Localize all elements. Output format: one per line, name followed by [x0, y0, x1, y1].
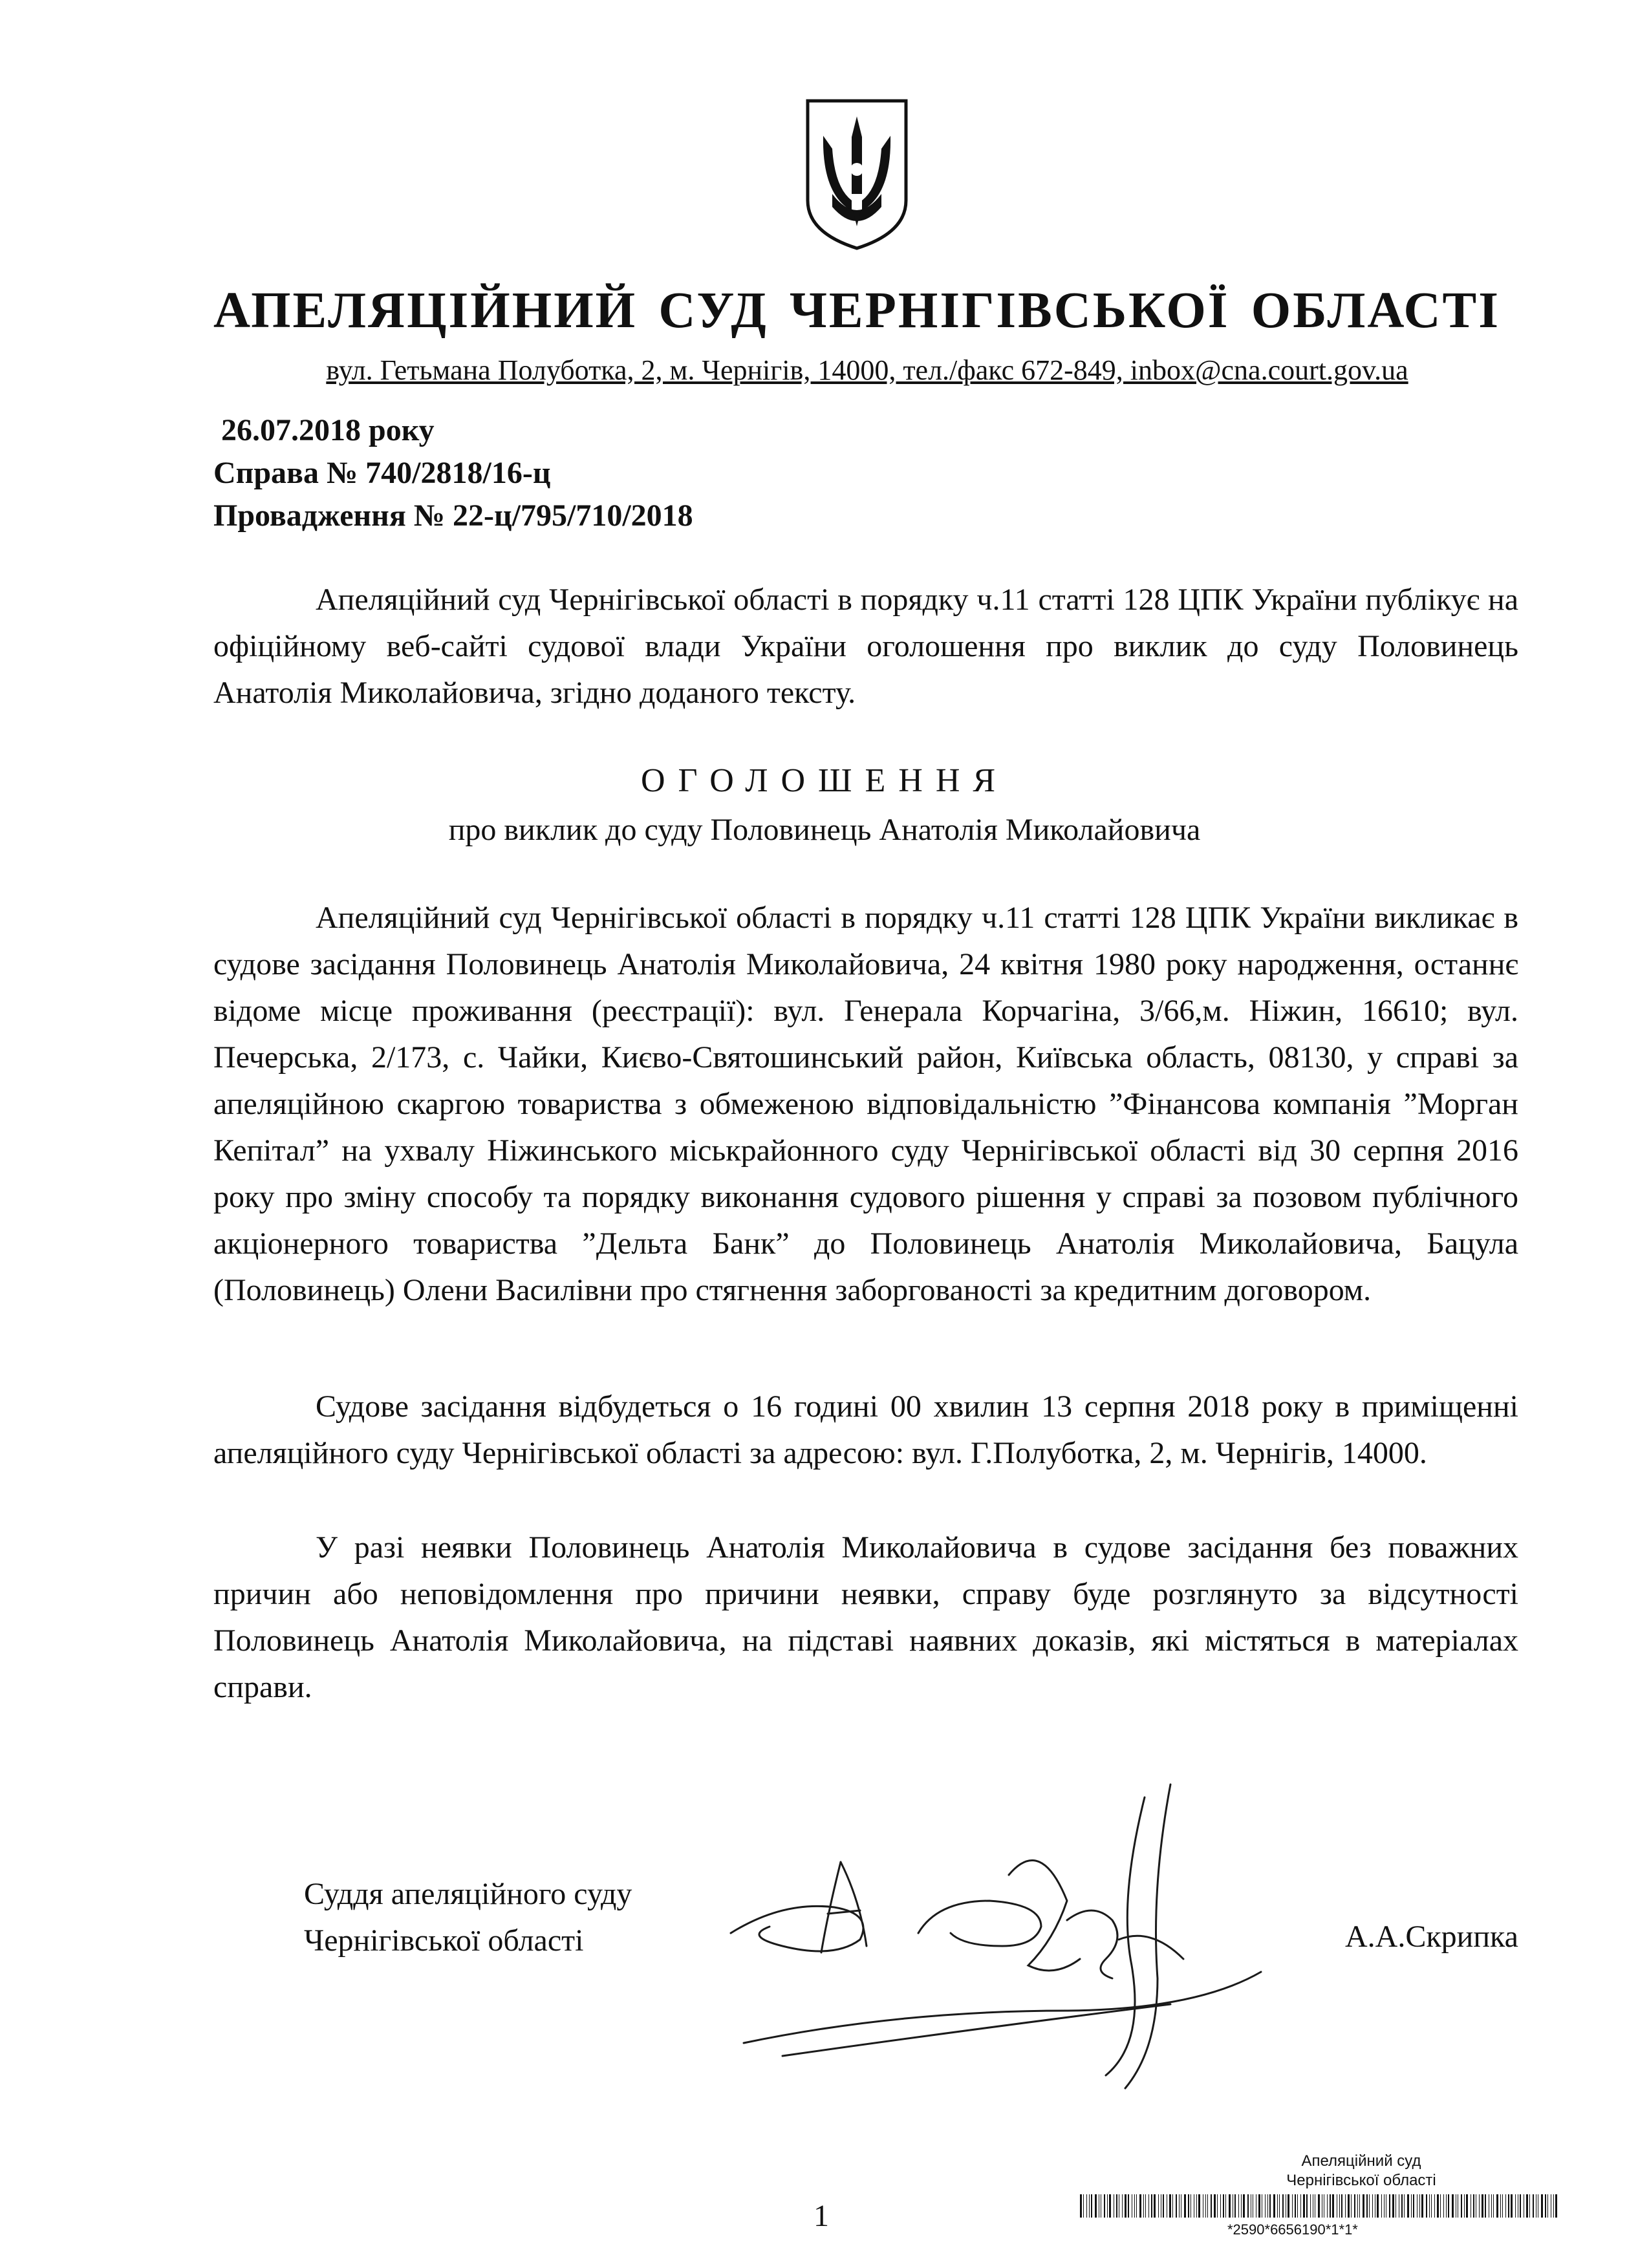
stamp-court-region: Чернігівської області	[1286, 2172, 1436, 2189]
signer-title-line2: Чернігівської області	[304, 1923, 584, 1958]
barcode-code: *2590*6656190*1*1*	[1227, 2221, 1358, 2238]
notice-heading: ОГОЛОШЕННЯ	[640, 762, 1009, 799]
document-date: 26.07.2018 року	[221, 413, 435, 447]
handwritten-signature	[705, 1771, 1287, 2095]
intro-paragraph: Апеляційний суд Чернігівської області в порядку ч.11 статті 128 ЦПК України публікує на офіційному веб-сайті судової влади України оголошення про виклик до суду Половинець Анатолія Миколайовича, згідно доданого тексту.	[213, 583, 1518, 710]
notice-paragraph-summons: Апеляційний суд Чернігівської області в порядку ч.11 статті 128 ЦПК України викликає в судове засідання Половинець Анатолія Миколайовича, 24 квітня 1980 року народження, останнє відоме місце проживання (реєстрації): вул. Генерала Корчагіна, 3/66,м. Ніжин, 16610; вул. Печерська, 2/173, с. Чайки, Києво-Святошинський район, Київська область, 08130, у справі за апеляційною скаргою товариства з обмеженою відповідальністю ”Фінансова компанія ”Морган Кепітал” на ухвалу Ніжинського міськрайонного суду Чернігівської області від 30 серпня 2016 року про зміну способу та порядку виконання судового рішення у справі за позовом публічного акціонерного товариства ”Дельта Банк” до Половинець Анатолія Миколайовича, Бацула (Половинець) Олени Василівни про стягнення заборгованості за кредитним договором.	[213, 901, 1518, 1307]
trident-emblem-icon	[803, 97, 911, 252]
stamp-court-name: Апеляційний суд	[1301, 2152, 1421, 2170]
signer-title-line1: Суддя апеляційного суду	[304, 1877, 632, 1911]
proceeding-number: Провадження № 22-ц/795/710/2018	[213, 498, 693, 533]
court-title: АПЕЛЯЦІЙНИЙ СУД ЧЕРНІГІВСЬКОЇ ОБЛАСТІ	[213, 283, 1500, 339]
signer-name: А.А.Скрипка	[1345, 1920, 1518, 1954]
case-number: Справа № 740/2818/16-ц	[213, 456, 551, 490]
page-number: 1	[814, 2199, 829, 2233]
court-address: вул. Гетьмана Полуботка, 2, м. Чернігів, 14000, тел./факс 672-849, inbox@cna.court.gov.ua	[326, 354, 1408, 386]
notice-paragraph-consequences: У разі неявки Половинець Анатолія Миколайовича в судове засідання без поважних причин або неповідомлення про причини неявки, справу буде розглянуто за відсутності Половинець Анатолія Миколайовича, на підставі наявних доказів, які містяться в матеріалах справи.	[213, 1530, 1518, 1704]
notice-paragraph-hearing: Судове засідання відбудеться о 16 годині 00 хвилин 13 серпня 2018 року в приміщенні апеляційного суду Чернігівської області за адресою: вул. Г.Полуботка, 2, м. Чернігів, 14000.	[213, 1389, 1518, 1470]
barcode	[1080, 2194, 1558, 2218]
notice-subheading: про виклик до суду Половинець Анатолія Миколайовича	[448, 813, 1201, 847]
signer-title	[304, 1871, 632, 1964]
